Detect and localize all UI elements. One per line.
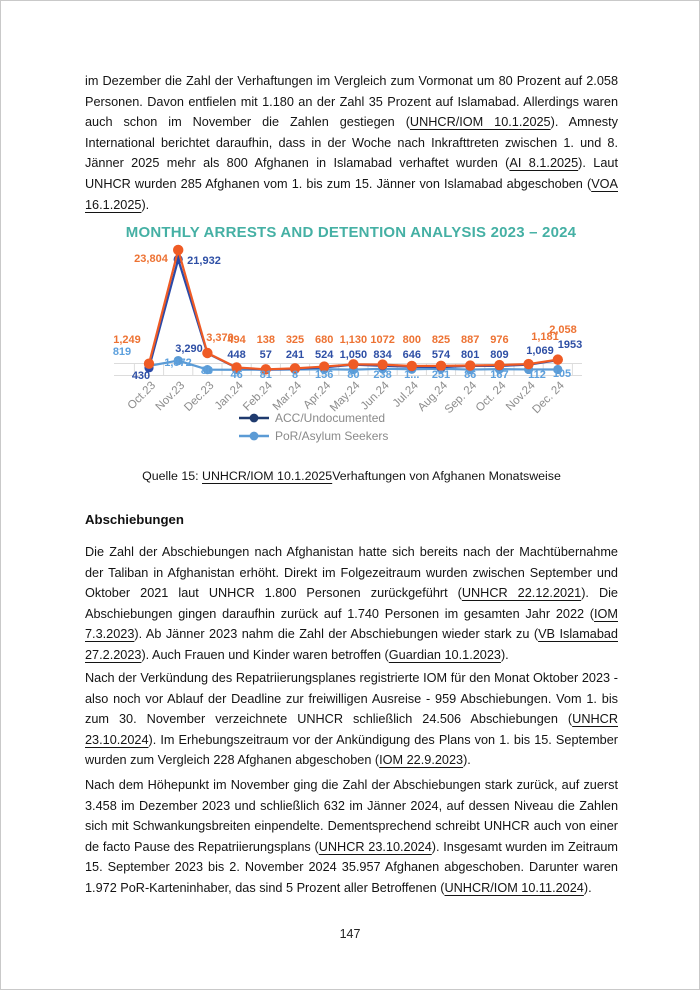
x-axis-label: Jun.24 xyxy=(358,379,392,413)
reference-link[interactable]: UNHCR 23.10.2024 xyxy=(85,712,618,747)
legend-label: ACC/Undocumented xyxy=(275,411,386,425)
text-run: ). Auch Frauen und Kinder waren betroffen ( xyxy=(141,647,389,662)
reference-link[interactable]: AI 8.1.2025 xyxy=(509,156,579,171)
data-label: 241 xyxy=(285,349,305,361)
reference-link[interactable]: UNHCR/IOM 10.1.2025 xyxy=(409,115,551,130)
reference-link[interactable]: UNHCR/IOM 10.11.2024 xyxy=(444,880,584,895)
data-point xyxy=(523,359,533,369)
text-run: ). Laut UNHCR wurden 285 Afghanen vom 1. bis zum 15. Jänner von Islamabad abgeschoben ( xyxy=(85,156,618,191)
data-label: 494 xyxy=(227,334,246,346)
arrests-detention-chart xyxy=(96,221,606,470)
data-label: 1072 xyxy=(370,334,395,346)
data-point xyxy=(173,245,183,255)
reference-link[interactable]: IOM 22.9.2023 xyxy=(379,753,464,768)
data-label: 887 xyxy=(461,334,480,346)
text-run: ). xyxy=(141,197,150,212)
data-label: 3,370 xyxy=(206,332,234,344)
data-label: 524 xyxy=(315,349,334,361)
data-label: 86 xyxy=(464,369,477,381)
section-heading: Abschiebungen xyxy=(85,512,184,527)
data-label: 21,932 xyxy=(187,255,221,267)
data-label: 156 xyxy=(315,369,334,381)
data-label: 1,069 xyxy=(526,345,554,357)
data-label: 834 xyxy=(373,349,392,361)
text-run: ). Insgesamt wurden im Zeitraum 15. September 2023 bis 2. November 2024 35.957 Afghanen abgeschoben. Darunter waren 1.972 PoR-Karteninhaber, das sind 5 Prozent aller Betroffenen ( xyxy=(85,839,619,895)
data-label: 801 xyxy=(461,349,480,361)
data-label: 325 xyxy=(285,334,305,346)
data-label: 1953 xyxy=(557,339,583,351)
data-point xyxy=(553,354,563,364)
x-axis-label: Aug.24 xyxy=(415,379,451,414)
data-label: 430 xyxy=(131,370,151,382)
data-label: 976 xyxy=(490,334,509,346)
legend-dot xyxy=(250,432,259,441)
x-axis-label: Oct. 24 xyxy=(473,379,509,415)
legend-dot xyxy=(250,414,259,423)
paragraph-deportations-history xyxy=(85,542,618,666)
x-axis-label: Apr.24 xyxy=(301,379,334,412)
data-label: 80 xyxy=(347,369,360,381)
page-number: 147 xyxy=(339,927,361,941)
reference-link[interactable]: VB Islamabad 27.2.2023 xyxy=(85,627,618,662)
data-label: 105 xyxy=(552,368,572,380)
data-point xyxy=(144,359,154,369)
data-label: 825 xyxy=(431,334,451,346)
data-label: 809 xyxy=(490,349,509,361)
data-label: 1,130 xyxy=(339,334,368,346)
x-axis-label: Jul.24 xyxy=(390,379,421,410)
text-run: Quelle 15: xyxy=(142,469,203,483)
x-axis-label: Feb.24 xyxy=(241,379,275,414)
x-axis-label: Oct.23 xyxy=(125,379,159,413)
data-label: 1,181 xyxy=(531,331,559,343)
data-label: 574 xyxy=(431,349,451,361)
data-point xyxy=(202,348,212,358)
data-label: 680 xyxy=(315,334,334,346)
data-label: 81 xyxy=(259,369,272,381)
data-label: 8 xyxy=(291,369,299,381)
data-label: 1,872 xyxy=(164,357,192,369)
x-axis-label: Jan.24 xyxy=(212,379,246,413)
data-label: 80 xyxy=(200,365,214,377)
paragraph-arrests-intro xyxy=(85,71,618,215)
data-label: 2,058 xyxy=(549,324,577,336)
reference-link[interactable]: UNHCR 22.12.2021 xyxy=(461,586,582,601)
text-run: ). xyxy=(463,753,471,768)
text-run: ). Ab Jänner 2023 nahm die Zahl der Abschiebungen wieder stark zu ( xyxy=(134,627,539,642)
text-run: im Dezember die Zahl der Verhaftungen im Vergleich zum Vormonat um 80 Prozent auf 2.058 Personen. Davon entfielen mit 1.180 an der Zahl 35 Prozent auf Islamabad. Allerdings waren auch schon im November die Zahlen gestiegen ( xyxy=(85,74,618,130)
data-label: 57 xyxy=(259,349,272,361)
data-label: 167 xyxy=(490,369,509,381)
data-label: 238 xyxy=(373,369,392,381)
reference-link[interactable]: UNHCR/IOM 10.1.2025 xyxy=(202,469,333,483)
data-label: 251 xyxy=(431,369,451,381)
x-axis-label: Mar.24 xyxy=(270,379,305,413)
figure-caption xyxy=(85,469,618,483)
paragraph-deportations-decline xyxy=(85,775,618,899)
data-label: 1... xyxy=(404,369,420,381)
text-run: Die Zahl der Abschiebungen nach Afghanistan hatte sich bereits nach der Machtübernahme der Taliban in Afghanistan erhöht. Direkt im Folgezeitraum wurden zwischen September und Oktober 2021 laut UNHCR 1.800 Personen zurückgeführt ( xyxy=(85,545,618,601)
data-label: 46 xyxy=(230,369,243,381)
x-axis-label: Nov.24 xyxy=(504,379,538,414)
reference-link[interactable]: VOA 16.1.2025 xyxy=(85,176,618,212)
legend-label: PoR/Asylum Seekers xyxy=(275,429,389,443)
paragraph-repatriation-plan xyxy=(85,668,618,771)
arrests-chart-svg xyxy=(96,221,606,465)
data-label: 800 xyxy=(402,334,421,346)
reference-link[interactable]: UNHCR 23.10.2024 xyxy=(318,839,432,854)
text-run: Verhaftungen von Afghanen Monatsweise xyxy=(332,469,561,483)
data-label: 138 xyxy=(256,334,275,346)
text-run: ). Die Abschiebungen gingen daraufhin zurück auf 1.740 Personen im gesamten Jahr 2022 ( xyxy=(85,586,618,621)
text-run: Nach der Verkündung des Repatriierungsplanes registrierte IOM für den Monat Oktober 2023 - also noch vor Ablauf der Deadline zur freiwilligen Ausreise - 959 Abschiebungen. Vom 1. bis zum 30. November verzeichnete UNHCR schließlich 24.506 Abschiebungen ( xyxy=(85,671,618,727)
reference-link[interactable]: Guardian 10.1.2023 xyxy=(388,647,501,662)
reference-link[interactable]: IOM 7.3.2023 xyxy=(85,606,618,642)
data-label: 646 xyxy=(402,349,421,361)
x-axis-label: May.24 xyxy=(327,379,363,415)
data-label: 23,804 xyxy=(134,253,168,265)
data-label: 112 xyxy=(528,369,546,381)
text-run: ). Im Erhebungszeitraum vor der Ankündigung des Plans von 1. bis 15. September wurden zum Vergleich 228 Afghanen abgeschoben ( xyxy=(85,732,618,768)
x-axis-label: Dec.23 xyxy=(182,379,217,414)
x-axis-label: Dec. 24 xyxy=(530,379,567,417)
text-run: Nach dem Höhepunkt im November ging die Zahl der Abschiebungen stark zurück, auf zuerst 3.458 im Dezember 2023 und schließlich 632 im Jänner 2024, auf dessen Niveau die Zahlen sich mit Schwankungsbreiten einpendelte. Dementsprechend schreibt UNHCR auch von einer de facto Pause des Repatriierungsplans ( xyxy=(85,778,618,854)
x-axis-label: Nov.23 xyxy=(153,379,188,414)
data-label: 819 xyxy=(112,346,132,358)
data-label: 1,050 xyxy=(339,349,368,361)
data-label: 1,249 xyxy=(113,334,141,346)
data-label: 3,290 xyxy=(175,343,203,355)
text-run: ). Amnesty International berichtet daraufhin, dass in der Woche nach Inkrafttreten zwischen 1. und 8. Jänner 2025 mehr als 800 Afghanen in Islamabad verhaftet wurden ( xyxy=(85,115,618,171)
text-run: ). xyxy=(583,880,592,895)
x-axis-label: Sep. 24 xyxy=(442,379,480,417)
text-run: ). xyxy=(500,647,509,662)
data-label: 448 xyxy=(227,349,246,361)
chart-title: MONTHLY ARRESTS AND DETENTION ANALYSIS 2023 – 2024 xyxy=(125,224,577,241)
